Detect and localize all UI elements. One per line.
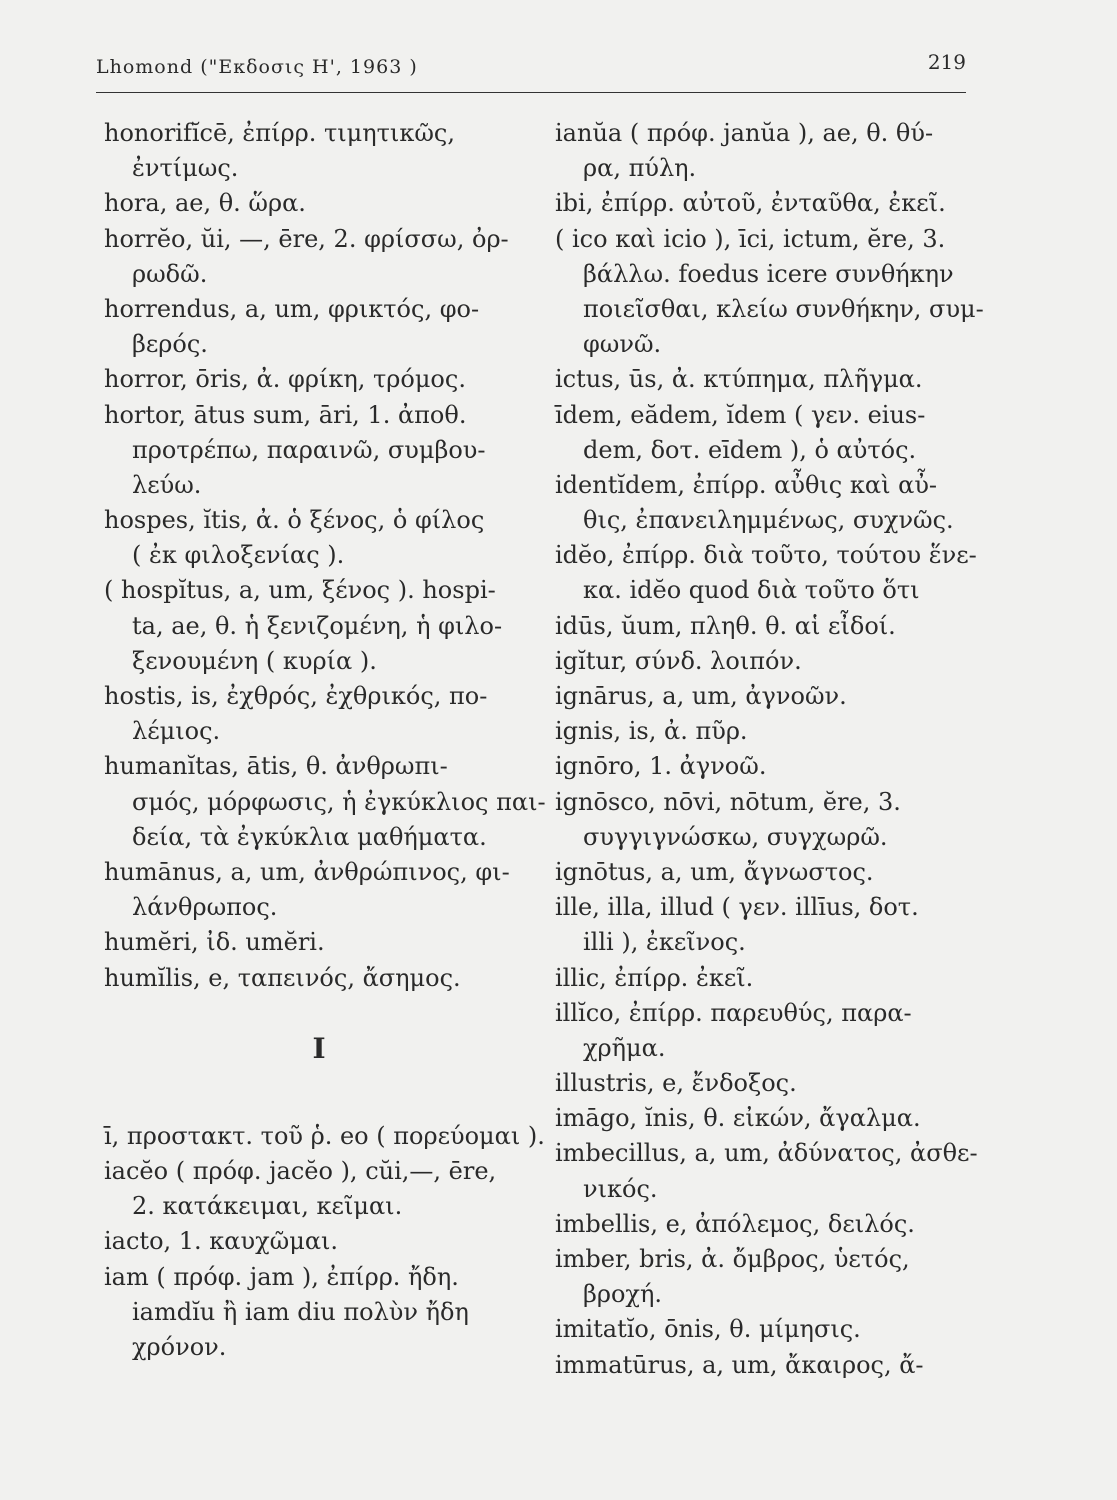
- entry-line: ignis, is, ἀ. πῦρ.: [555, 717, 748, 746]
- entry-continuation-line: νικός.: [583, 1174, 658, 1203]
- entry-line: imber, bris, ἀ. ὄμβρος, ὑετός,: [555, 1245, 910, 1273]
- running-head: Lhomond ("Εκδοσις Η', 1963 ): [96, 56, 418, 78]
- entry-continuation-line: ἐντίμως.: [132, 154, 239, 183]
- entry-line: humĕri, ἰδ. umĕri.: [104, 928, 325, 957]
- entry-line: iam ( πρόφ. jam ), ἐπίρρ. ἤδη.: [104, 1262, 459, 1291]
- header-rule: [96, 92, 966, 93]
- section-spacer: [104, 1066, 534, 1101]
- entry-continuation-line: λεύω.: [132, 470, 202, 499]
- entry-line: horrĕo, ŭi, —, ēre, 2. φρίσσω, ὀρ-: [104, 224, 509, 253]
- entry-continuation-line: κα. idĕo quod διὰ τοῦτο ὅτι: [583, 576, 920, 605]
- entry-continuation-line: χρῆμα.: [583, 1033, 666, 1062]
- entry-line: imbellis, e, ἀπόλεμος, δειλός.: [555, 1209, 915, 1238]
- entry-continuation-line: βερός.: [132, 330, 208, 359]
- entry-line: humĭlis, e, ταπεινός, ἄσημος.: [104, 963, 461, 992]
- entry-line: iacĕo ( πρόφ. jacĕo ), cŭi,—, ēre,: [104, 1157, 497, 1186]
- entry-line: hora, ae, θ. ὥρα.: [104, 189, 306, 218]
- entry-line: ignōro, 1. ἀγνοῶ.: [555, 752, 767, 781]
- section-spacer: [104, 1101, 534, 1119]
- entry-continuation-line: 2. κατάκειμαι, κεῖμαι.: [132, 1192, 403, 1221]
- entry-line: hostis, is, ἐχθρός, ἐχθρικός, πο-: [104, 682, 488, 710]
- entry-continuation-line: ξενουμένη ( κυρία ).: [132, 646, 377, 675]
- entry-line: imāgo, ĭnis, θ. εἰκών, ἄγαλμα.: [555, 1104, 921, 1133]
- entry-continuation-line: ( ἐκ φιλοξενίας ).: [132, 541, 345, 570]
- page-number: 219: [927, 50, 966, 74]
- entry-line: ( hospĭtus, a, um, ξένος ). hospi-: [104, 576, 496, 605]
- left-entries-h: [104, 116, 546, 996]
- entry-line: identĭdem, ἐπίρρ. αὖθις καὶ αὖ-: [555, 470, 938, 499]
- entry-continuation-line: βάλλω. foedus icere συνθήκην: [583, 259, 954, 288]
- entry-continuation-line: φωνῶ.: [583, 330, 662, 359]
- page-header: [96, 50, 966, 90]
- entry-continuation-line: ρωδῶ.: [132, 259, 208, 288]
- entry-line: illic, ἐπίρρ. ἐκεῖ.: [555, 963, 754, 992]
- entry-line: iacto, 1. καυχῶμαι.: [104, 1227, 339, 1256]
- entry-line: ianŭa ( πρόφ. janŭa ), ae, θ. θύ-: [555, 119, 934, 147]
- entry-line: ille, illa, illud ( γεν. illīus, δοτ.: [555, 893, 919, 922]
- entry-line: imbecillus, a, um, ἀδύνατος, ἀσθε-: [555, 1139, 978, 1168]
- entry-continuation-line: συγγιγνώσκω, συγχωρῶ.: [583, 822, 888, 851]
- entry-line: ī, προστακτ. τοῦ ῥ. eo ( πορεύομαι ).: [104, 1121, 545, 1150]
- entry-line: īdem, eădem, ĭdem ( γεν. eius-: [555, 400, 926, 429]
- entry-continuation-line: ρα, πύλη.: [583, 154, 697, 183]
- entry-line: horrendus, a, um, φρικτός, φο-: [104, 294, 480, 323]
- entry-line: idūs, ŭum, πληθ. θ. αἱ εἶδοί.: [555, 611, 896, 640]
- entry-line: ignōtus, a, um, ἄγνωστος.: [555, 857, 874, 886]
- entry-line: illĭco, ἐπίρρ. παρευθύς, παρα-: [555, 998, 912, 1027]
- entry-line: ( ico καὶ icio ), īci, ictum, ĕre, 3.: [555, 224, 946, 253]
- entry-continuation-line: illi ), ἐκεῖνος.: [583, 928, 746, 957]
- entry-line: ignārus, a, um, ἀγνοῶν.: [555, 682, 847, 710]
- entry-continuation-line: iamdĭu ἢ iam diu πολὺν ἤδη: [132, 1297, 469, 1326]
- entry-line: horror, ōris, ἀ. φρίκη, τρόμος.: [104, 365, 466, 394]
- entry-continuation-line: λέμιος.: [132, 717, 221, 746]
- right-entries: [555, 116, 995, 1383]
- section-spacer: [104, 996, 534, 1031]
- entry-continuation-line: σμός, μόρφωσις, ἡ ἐγκύκλιος παι-: [132, 787, 546, 816]
- left-column: [104, 116, 546, 1365]
- entry-continuation-line: θις, ἐπανειλημμένως, συχνῶς.: [583, 506, 954, 535]
- entry-continuation-line: προτρέπω, παραινῶ, συμβου-: [132, 435, 486, 464]
- entry-line: ibi, ἐπίρρ. αὐτοῦ, ἐνταῦθα, ἐκεῖ.: [555, 189, 946, 218]
- entry-line: honorifĭcē, ἐπίρρ. τιμητικῶς,: [104, 119, 455, 147]
- entry-line: igĭtur, σύνδ. λοιπόν.: [555, 646, 802, 675]
- entry-line: humānus, a, um, ἀνθρώπινος, φι-: [104, 857, 510, 886]
- entry-line: hortor, ātus sum, āri, 1. ἀποθ.: [104, 400, 467, 429]
- section-letter: I: [312, 1031, 326, 1065]
- entry-line: immatūrus, a, um, ἄκαιρος, ἄ-: [555, 1350, 924, 1379]
- entry-line: ictus, ūs, ἀ. κτύπημα, πλῆγμα.: [555, 365, 923, 394]
- entry-line: illustris, e, ἔνδοξος.: [555, 1069, 797, 1098]
- entry-continuation-line: βροχή.: [583, 1280, 662, 1309]
- entry-line: imitatĭo, ōnis, θ. μίμησις.: [555, 1315, 861, 1344]
- entry-line: idĕo, ἐπίρρ. διὰ τοῦτο, τούτου ἕνε-: [555, 541, 977, 570]
- entry-continuation-line: δεία, τὰ ἐγκύκλια μαθήματα.: [132, 822, 487, 851]
- entry-continuation-line: ta, ae, θ. ἡ ξενιζομένη, ἡ φιλο-: [132, 611, 503, 640]
- entry-continuation-line: λάνθρωπος.: [132, 893, 278, 922]
- entry-line: ignōsco, nōvi, nōtum, ĕre, 3.: [555, 787, 901, 816]
- entry-continuation-line: ποιεῖσθαι, κλείω συνθήκην, συμ-: [583, 294, 984, 323]
- entry-continuation-line: dem, δοτ. eīdem ), ὁ αὐτός.: [583, 435, 917, 464]
- right-column: [555, 116, 995, 1383]
- entry-continuation-line: χρόνον.: [132, 1332, 227, 1361]
- left-entries-i: [104, 1119, 545, 1365]
- entry-line: hospes, ĭtis, ἀ. ὁ ξένος, ὁ φίλος: [104, 506, 485, 535]
- entry-line: humanĭtas, ātis, θ. ἀνθρωπι-: [104, 752, 448, 781]
